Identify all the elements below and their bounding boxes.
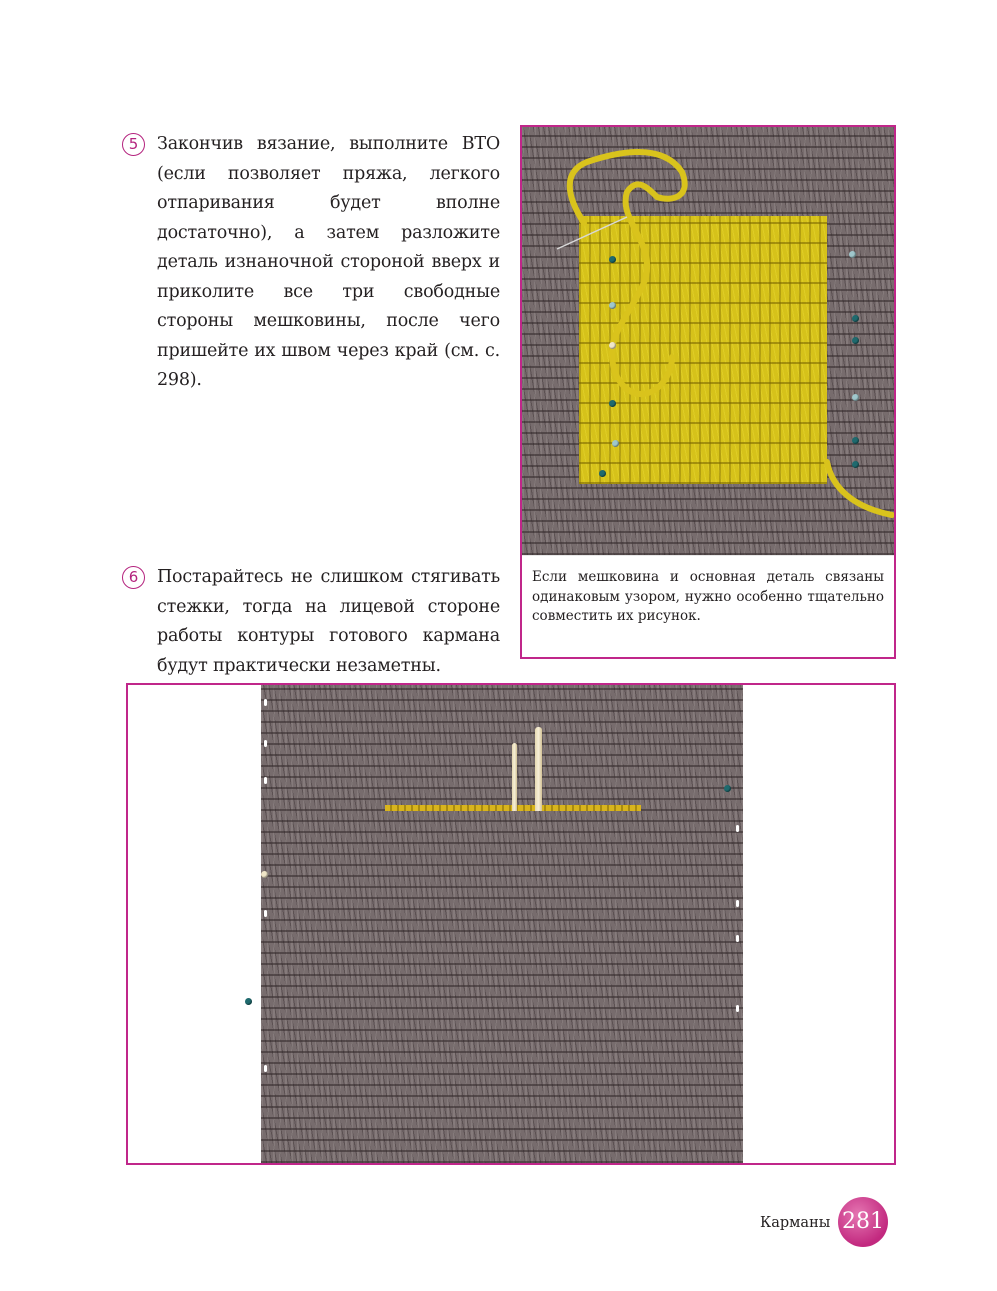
crochet-hook-large xyxy=(535,727,542,811)
pin-icon xyxy=(849,251,856,258)
photo-pinned-lining xyxy=(522,127,894,555)
edge-hole xyxy=(736,1005,739,1012)
pin-icon xyxy=(609,342,616,349)
edge-hole xyxy=(264,699,267,706)
photo-finished-pocket xyxy=(261,685,743,1163)
pin-icon xyxy=(612,440,619,447)
pin-icon xyxy=(852,315,859,322)
edge-hole xyxy=(736,900,739,907)
step-5 xyxy=(122,130,500,396)
edge-hole xyxy=(264,1065,267,1072)
pin-icon xyxy=(724,785,731,792)
pin-icon xyxy=(852,461,859,468)
edge-hole xyxy=(264,740,267,747)
pin-icon xyxy=(852,337,859,344)
edge-hole xyxy=(736,935,739,942)
pin-icon xyxy=(599,470,606,477)
pin-icon xyxy=(245,998,252,1005)
section-title: Карманы xyxy=(760,1215,831,1231)
pin-icon xyxy=(609,256,616,263)
step-number-badge: 6 xyxy=(122,566,145,589)
step-number-badge: 5 xyxy=(122,133,145,156)
pin-icon xyxy=(609,400,616,407)
edge-hole xyxy=(736,825,739,832)
edge-hole xyxy=(264,910,267,917)
pin-icon xyxy=(609,302,616,309)
edge-hole xyxy=(264,777,267,784)
step-text: Закончив вязание, выполните ВТО (если позволяет пряжа, легкого отпаривания будет вполне достаточно), а затем разложите деталь изнаночной стороной вверх и приколите все три свободные стороны мешковины, после чего пришейте их швом через край (см. с. 298). xyxy=(157,134,500,390)
pin-icon xyxy=(852,437,859,444)
step-6 xyxy=(122,563,500,681)
pin-icon xyxy=(261,871,268,878)
figure-top xyxy=(520,125,896,659)
yarn-strand xyxy=(522,127,894,555)
figure-caption: Если мешковина и основная деталь связаны одинаковым узором, нужно особенно тщательно совместить их рисунок. xyxy=(522,555,894,657)
crochet-hook-small xyxy=(512,743,517,811)
step-text: Постарайтесь не слишком стягивать стежки, тогда на лицевой стороне работы контуры готового кармана будут практически незаметны. xyxy=(157,567,500,676)
pin-icon xyxy=(852,394,859,401)
needle xyxy=(557,217,627,249)
page-number: 281 xyxy=(838,1197,888,1247)
figure-bottom xyxy=(126,683,896,1165)
